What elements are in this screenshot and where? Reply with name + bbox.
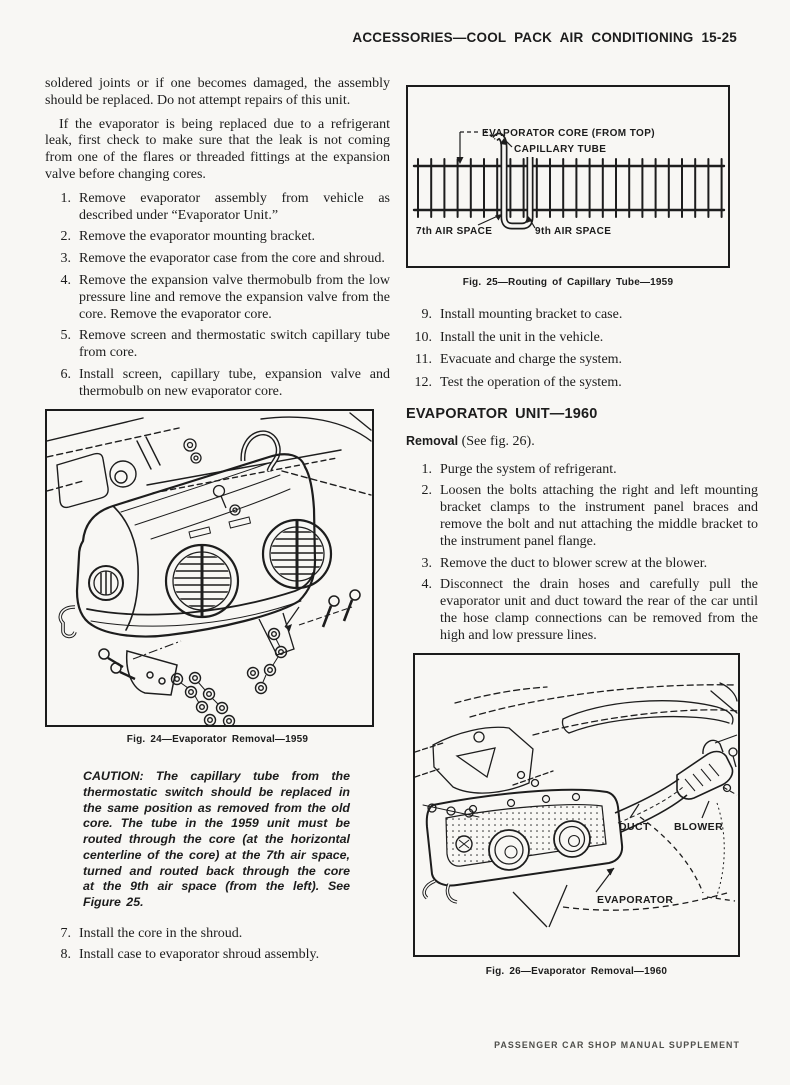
step-item [406,556,758,573]
fig26-label-evaporator: EVAPORATOR [597,893,674,906]
step-number: 5. [60,328,71,344]
step-text: Remove evaporator assembly from vehicle as described under “Evaporator Unit.” [79,190,390,223]
figure-24-illustration [47,411,372,725]
step-number: 4. [60,272,71,288]
step-number: 1. [60,190,71,206]
figure-25-capillary-routing [406,85,730,268]
step-text: Loosen the bolts attaching the right and left mounting bracket clamps to the instrument panel braces and remove the bolt and nut attaching the middle bracket to the instrument panel flange. [440,483,758,549]
caution-note: CAUTION: The capillary tube from the thermostatic switch should be replaced in the same position as removed from the old core. The tube in the 1959 unit must be routed through the core (at the horizontal centerline of the core) at the 7th air space, turned and routed back through the core at the 9th air space (from the left). See Figure 25. [83,769,350,909]
step-number: 12. [414,375,432,391]
figure-25-caption: Fig. 25—Routing of Capillary Tube—1959 [462,277,674,288]
figure-26-illustration [415,655,738,955]
figure-26-caption: Fig. 26—Evaporator Removal—1960 [485,965,668,977]
step-number: 3. [421,555,432,571]
step-text: Remove screen and thermostatic switch capillary tube from core. [79,328,390,361]
step-number: 2. [60,229,71,245]
steps-9-12-list [406,307,758,392]
step-number: 6. [60,366,71,382]
figure-24-caption: Fig. 24—Evaporator Removal—1959 [126,733,309,745]
removal-note: (See fig. 26). [458,433,535,449]
step-number: 11. [415,352,432,368]
step-number: 3. [60,251,71,267]
steps-7-8-list [45,926,390,965]
step-number: 9. [421,306,432,322]
step-number: 2. [421,483,432,499]
fig25-label-7th-air-space: 7th AIR SPACE [416,226,493,237]
step-item [45,926,390,943]
step-item [45,251,390,268]
step-item [406,577,758,644]
step-item [45,328,390,362]
step-text: Remove the expansion valve thermobulb from the low pressure line and remove the expansion valve from the core. Remove the evaporator core. [79,272,390,322]
fig26-label-blower: BLOWER [674,820,724,833]
step-number: 8. [60,947,71,963]
step-item [45,229,390,246]
step-text: Purge the system of refrigerant. [440,461,617,477]
step-text: Remove the duct to blower screw at the blower. [440,555,708,571]
fig26-label-duct: DUCT [619,820,650,833]
step-item [406,483,758,550]
page-footer-text: PASSENGER CAR SHOP MANUAL SUPPLEMENT [494,1040,740,1050]
paragraph-leak-check: If the evaporator is being replaced due to a refrigerant leak, first check to make sure that the leak is not coming from one of the flares or threaded fittings at the expansion valve before changing cores. [45,116,390,182]
step-text: Install case to evaporator shroud assembly. [79,947,320,963]
step-text: Disconnect the drain hoses and carefully pull the evaporator unit and duct toward the rear of the car until the hose clamp connections can be removed from the high and low pressure lines. [440,577,758,643]
fig25-label-evaporator-core: EVAPORATOR CORE (FROM TOP) [482,128,655,139]
step-text: Evacuate and charge the system. [440,352,623,368]
step-number: 7. [60,925,71,941]
step-number: 10. [414,329,432,345]
steps-1959-list [45,191,390,401]
step-item [45,273,390,323]
figure-25-illustration [408,87,728,266]
step-item [406,375,758,392]
removal-subheading [406,433,758,451]
step-text: Install screen, capillary tube, expansion valve and thermobulb on new evaporator core. [79,366,390,399]
step-item [406,330,758,347]
step-number: 1. [421,461,432,477]
step-item [406,462,758,479]
step-item [406,307,758,324]
paragraph-intro: soldered joints or if one becomes damaged, the assembly should be replaced. Do not attempt repairs of this unit. [45,76,390,108]
left-column [45,76,390,969]
fig25-label-9th-air-space: 9th AIR SPACE [535,226,612,237]
fig25-label-capillary-tube: CAPILLARY TUBE [514,144,607,155]
figure-24-evaporator-removal-1959 [45,409,374,727]
step-text: Remove the evaporator case from the core and shroud. [79,251,385,267]
step-text: Remove the evaporator mounting bracket. [79,229,315,245]
figure-26-evaporator-removal-1960 [413,653,740,957]
step-text: Test the operation of the system. [440,375,622,391]
steps-1960-list [406,462,758,645]
step-item [45,947,390,964]
step-text: Install the core in the shroud. [79,925,243,941]
step-item [45,367,390,401]
step-text: Install the unit in the vehicle. [440,329,604,345]
page-header-title: ACCESSORIES—COOL PACK AIR CONDITIONING 15-25 [352,30,737,45]
section-heading-evaporator-unit-1960: EVAPORATOR UNIT—1960 [406,405,598,422]
step-number: 4. [421,577,432,593]
removal-label: Removal [406,433,459,448]
step-text: Install mounting bracket to case. [440,306,623,322]
step-item [45,191,390,225]
step-item [406,352,758,369]
right-column [406,85,758,980]
